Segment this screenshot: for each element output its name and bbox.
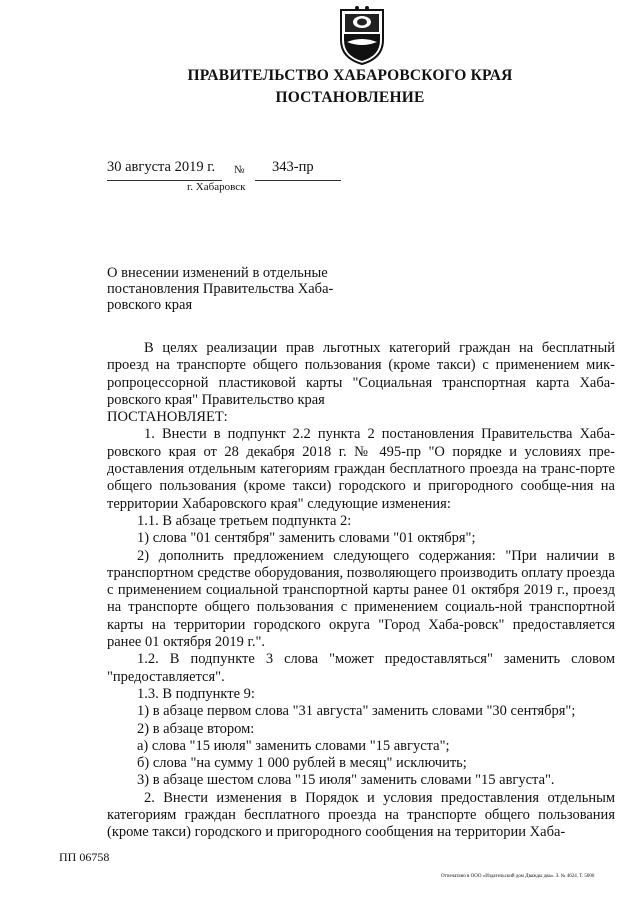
government-title: ПРАВИТЕЛЬСТВО ХАБАРОВСКОГО КРАЯ	[187, 67, 513, 84]
clause-1-paragraph: 1. Внести в подпункт 2.2 пункта 2 постановления Правительства Хаба-ровского края от 28 декабря 2018 г. № 495-пр "О порядке и условиях пре-доставления отдельным категориям граждан бесплатного проезда на транс-порте общего пользования (кроме такси) городского и пригородного сообще-ния на территории Хабаровского края" следующие изменения:	[107, 426, 615, 512]
number-underline	[255, 180, 341, 181]
clause-1-1-item-2: 2) дополнить предложением следующего содержания: "При наличии в транспортном средстве оборудования, позволяющего производить оплату проезда с применением социальной транспортной карты ранее 01 октября 2019 г., проезд на транспорте общего пользования с применением социаль-ной транспортной карты на территории городского округа "Город Хаба-ровск" предоставляется ранее 01 октября 2019 г.".	[107, 547, 615, 651]
number-sign: №	[234, 164, 245, 176]
document-subject	[107, 265, 347, 313]
coat-of-arms-emblem	[337, 4, 387, 66]
subject-line: постановления Правительства Хаба-	[107, 281, 334, 297]
clause-1-3-item-3: 3) в абзаце шестом слова "15 июля" заменить словами "15 августа".	[137, 772, 555, 789]
clause-2-paragraph: 2. Внести изменения в Порядок и условия предоставления отдельным категориям граждан бесплатного проезда на транспорте общего пользования (кроме такси) городского и пригородного сообщения на территории Хаба-	[107, 789, 615, 841]
resolves-heading: ПОСТАНОВЛЯЕТ:	[107, 409, 228, 426]
subject-line: О внесении изменений в отдельные	[107, 265, 328, 281]
preamble-paragraph: В целях реализации прав льготных категорий граждан на бесплатный проезд на транспорте общего пользования (кроме такси) с применением мик-ропроцессорной пластиковой карты "Социальная транспортная карта Хаба-ровского края" Правительство края	[107, 340, 615, 408]
clause-1-2-paragraph: 1.2. В подпункте 3 слова "может предоставляться" заменить словом "предоставляется".	[107, 651, 615, 685]
clause-1-1-paragraph: 1.1. В абзаце третьем подпункта 2:	[137, 512, 352, 529]
document-number: 343-пр	[272, 159, 314, 175]
clause-1-3-item-2a: а) слова "15 июля" заменить словами "15 августа";	[137, 737, 450, 754]
document-type-title: ПОСТАНОВЛЕНИЕ	[275, 89, 425, 106]
document-code: ПП 06758	[59, 850, 110, 864]
clause-1-3-item-2b: б) слова "на сумму 1 000 рублей в месяц" исключить;	[137, 755, 467, 772]
clause-1-3-paragraph: 1.3. В подпункте 9:	[137, 685, 255, 702]
document-body	[107, 340, 615, 842]
document-date: 30 августа 2019 г.	[107, 159, 216, 175]
city-label: г. Хабаровск	[187, 181, 246, 193]
subject-line: ровского края	[107, 297, 193, 313]
printer-footnote: Отпечатано в ООО «Издательский дом Дважды два». З. № 4624. Т. 5000	[441, 874, 595, 879]
clause-1-1-item-1: 1) слова "01 сентября" заменить словами "01 октября";	[137, 530, 476, 547]
clause-1-3-item-1: 1) в абзаце первом слова "31 августа" заменить словами "30 сентября";	[137, 703, 576, 720]
clause-1-3-item-2: 2) в абзаце втором:	[137, 720, 255, 737]
